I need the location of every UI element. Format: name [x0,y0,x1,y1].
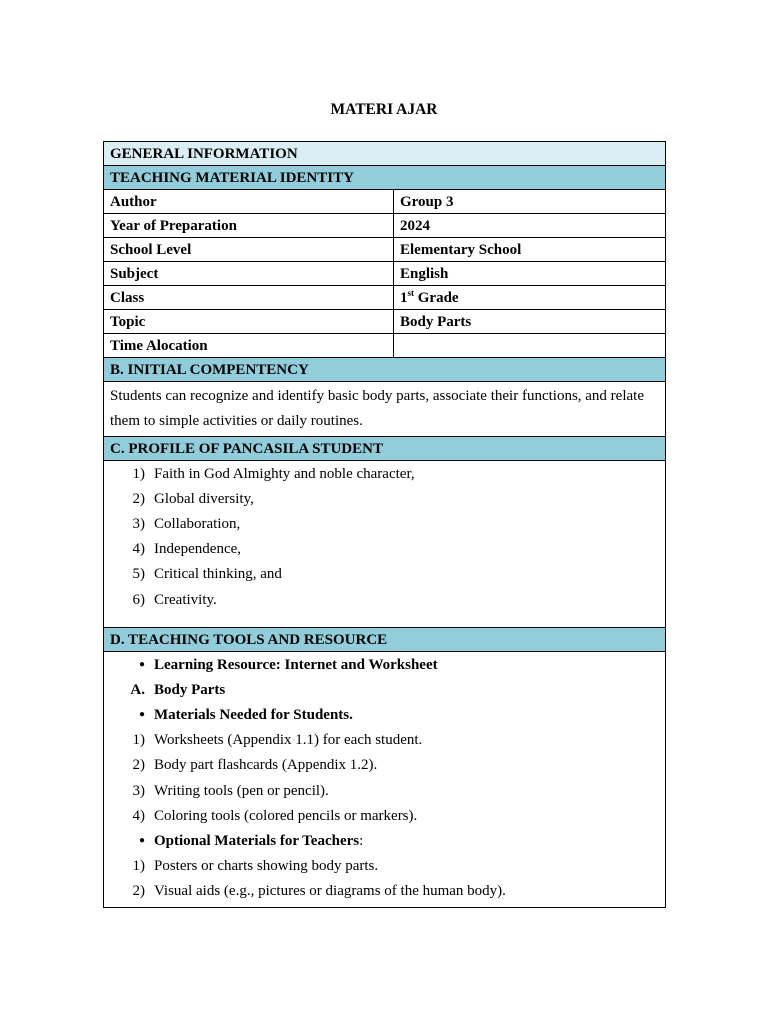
list-item [110,562,659,587]
list-marker: 6) [132,591,145,608]
list-item [110,728,659,753]
section-d-header: D. TEACHING TOOLS AND RESOURCE [104,628,666,652]
bullet-text: Learning Resource: Internet and Worksheet [154,656,438,673]
bullet-icon: ● [138,658,145,670]
identity-value: Body Parts [394,310,666,334]
list-item [110,511,659,536]
identity-label: Author [104,190,394,214]
identity-value [394,334,666,358]
list-item-text: Creativity. [154,591,217,608]
bullet-item [110,702,659,727]
list-item [110,778,659,803]
bullet-item [110,828,659,853]
class-number: 1 [400,289,408,306]
list-item [110,854,659,879]
section-b-body [104,382,666,437]
list-item [110,803,659,828]
identity-value: English [394,262,666,286]
identity-value: 2024 [394,214,666,238]
list-marker: 2) [132,490,145,507]
list-item-text: Worksheets (Appendix 1.1) for each student. [154,732,423,749]
list-marker: 2) [132,883,145,900]
list-item-text: Coloring tools (colored pencils or markers). [154,807,418,824]
section-c-header: C. PROFILE OF PANCASILA STUDENT [104,437,666,461]
bullet-item [110,652,659,677]
list-item-text: Critical thinking, and [154,566,282,583]
list-marker: 5) [132,566,145,583]
identity-row-author [104,190,666,214]
bullet-icon: ● [138,708,145,720]
list-item-text: Independence, [154,541,242,558]
identity-label: Topic [104,310,394,334]
identity-value [394,286,666,310]
list-item [110,879,659,904]
initial-competency-text: Students can recognize and identify basic body parts, associate their functions, and relate them to simple activities or daily routines. [110,388,644,429]
identity-row-subject [104,262,666,286]
list-item-text: Global diversity, [154,490,254,507]
identity-value: Group 3 [394,190,666,214]
page-title: MATERI AJAR [330,101,438,118]
identity-label: School Level [104,238,394,262]
identity-header: TEACHING MATERIAL IDENTITY [104,166,666,190]
list-item-text: Writing tools (pen or pencil). [154,782,329,799]
sub-heading [110,677,659,702]
list-item [110,587,659,612]
list-item [110,486,659,511]
list-marker: A. [130,681,145,698]
general-information-header: GENERAL INFORMATION [104,142,666,166]
identity-label: Year of Preparation [104,214,394,238]
identity-row-topic [104,310,666,334]
section-d-body [104,652,666,908]
bullet-icon: ● [138,834,145,846]
list-marker: 3) [132,782,145,799]
identity-label: Time Alocation [104,334,394,358]
bullet-suffix: : [359,832,364,849]
identity-label: Subject [104,262,394,286]
list-item-text: Faith in God Almighty and noble character, [154,465,415,482]
teaching-material-table [103,141,666,908]
identity-row-school-level [104,238,666,262]
bullet-text: Optional Materials for Teachers [154,832,360,849]
list-item [110,537,659,562]
identity-row-year [104,214,666,238]
class-grade-word: Grade [417,289,459,306]
sub-heading-text: Body Parts [154,681,226,698]
list-marker: 4) [132,541,145,558]
section-b-header: B. INITIAL COMPENTENCY [104,358,666,382]
section-c-body [104,461,666,628]
identity-row-time-allocation [104,334,666,358]
bullet-text: Materials Needed for Students. [154,706,353,723]
list-item-text: Visual aids (e.g., pictures or diagrams of the human body). [154,883,506,900]
list-marker: 3) [132,515,145,532]
class-ordinal-suffix: st [407,287,414,298]
list-marker: 4) [132,807,145,824]
list-marker: 1) [132,465,145,482]
list-item-text: Collaboration, [154,515,241,532]
list-item-text: Posters or charts showing body parts. [154,858,379,875]
list-item [110,461,659,486]
identity-value: Elementary School [394,238,666,262]
list-marker: 2) [132,757,145,774]
list-item [110,753,659,778]
list-item-text: Body part flashcards (Appendix 1.2). [154,757,378,774]
identity-label: Class [104,286,394,310]
list-marker: 1) [132,858,145,875]
list-marker: 1) [132,732,145,749]
identity-row-class [104,286,666,310]
